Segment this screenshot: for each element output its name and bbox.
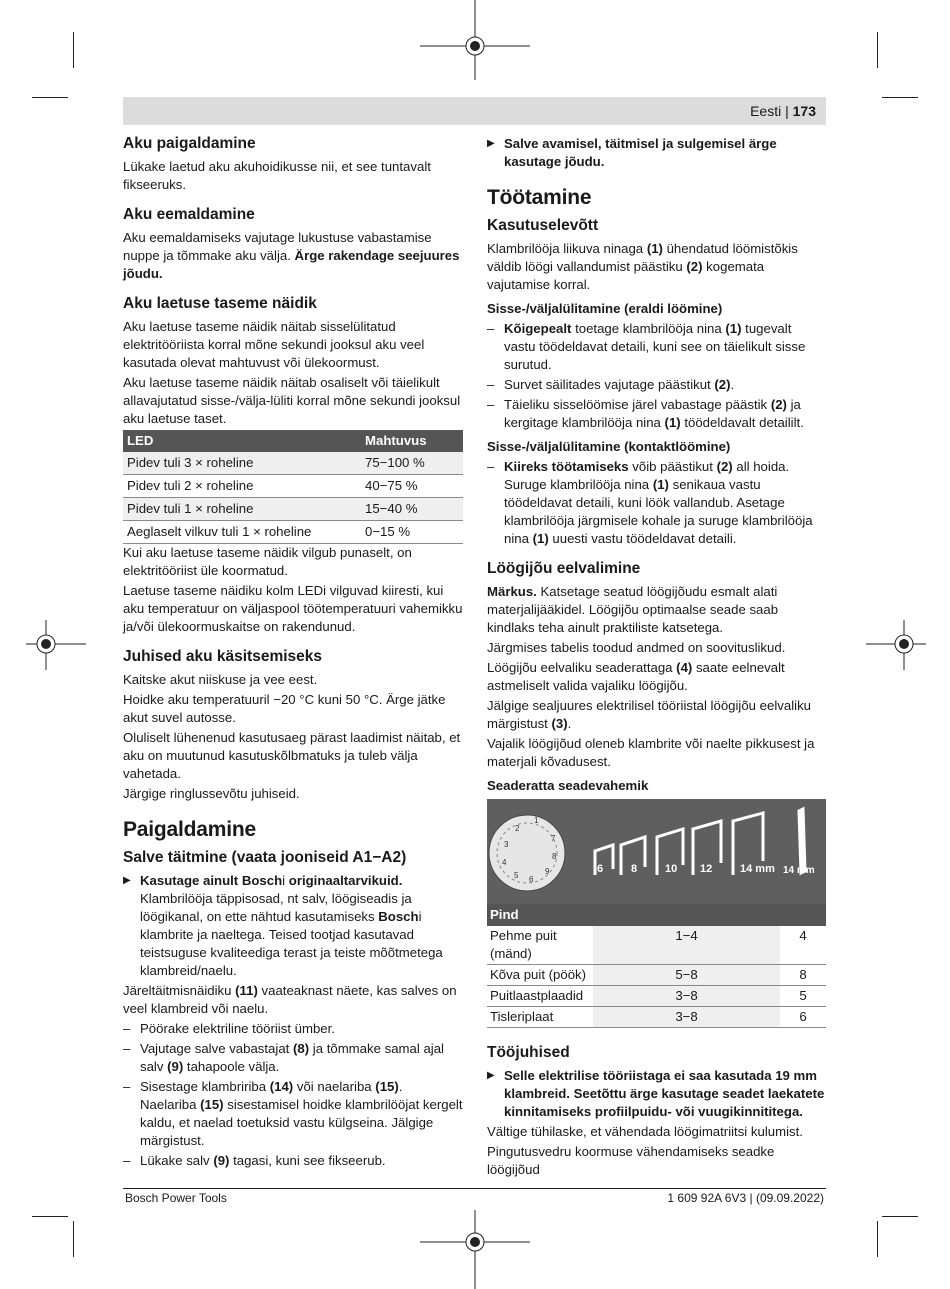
paragraph	[123, 982, 463, 1018]
dial-number: 8	[552, 852, 557, 861]
crop-mark	[32, 1216, 68, 1217]
dash-item: – Pöörake elektriline tööriist ümber.	[123, 1020, 463, 1038]
header-label: Eesti | 173	[750, 103, 816, 119]
registration-mark-right	[866, 620, 926, 670]
text: uuesti vastu töödeldavat detaili.	[548, 531, 737, 546]
table-cell: Aeglaselt vilkuv tuli 1 × roheline	[123, 521, 361, 544]
dial-number: 4	[502, 858, 507, 867]
paragraph: Aku laetuse taseme näidik näitab osaliselt või täielikult allavajutatud sisse-/välja-lüliti korral mõne sekundi jooksul aku laetuse taset.	[123, 375, 461, 426]
paragraph: Vältige tühilaske, et vähendada löögimatriitsi kulumist.	[487, 1124, 803, 1139]
text: kogemata vajutamise korral.	[487, 259, 765, 292]
table-cell: 5−8	[593, 965, 780, 986]
text-bold: (8)	[292, 1041, 310, 1056]
text: Lükake salv	[140, 1153, 214, 1168]
footer-right: 1 609 92A 6V3 | (09.09.2022)	[667, 1191, 824, 1205]
dial-figure	[487, 799, 826, 904]
text-bold: (15)	[200, 1097, 224, 1112]
crop-mark	[882, 97, 918, 98]
crop-mark	[73, 1221, 74, 1257]
text: i klambrite ja naeltega. Teised tootjad kasutavad teistsuguse kvaliteediga terast ja teiste mõõtmetega klambreid/naelu.	[140, 909, 443, 978]
text-bold: (1)	[652, 477, 669, 492]
text: Suruge klambrilööja nina	[504, 477, 653, 492]
text: tahapoole välja.	[183, 1059, 280, 1074]
text-bold: Salve avamisel, täitmisel ja sulgemisel ärge kasutage jõudu.	[504, 136, 777, 169]
paragraph	[123, 229, 463, 283]
dash-item	[123, 1078, 463, 1150]
registration-mark-top	[420, 0, 530, 80]
text: Klambrilööja täppisosad, nt salv, löögiseadis ja löögikanal, on ette nähtud kasutamiseks	[140, 891, 412, 924]
dash-item	[487, 396, 826, 432]
left-column	[123, 135, 463, 1172]
text: ja kergitage klambrilööja nina	[504, 397, 801, 430]
paragraph	[487, 659, 826, 695]
table-row	[123, 498, 463, 521]
staple-label: 14 mm	[740, 863, 775, 875]
text: senikaua vastu töödeldavat detaili, kuni löök vallandub. Asetage klambrilööja järgmisele kohale ja suruge klambrilööja nina	[504, 477, 813, 546]
heading-paigaldamine: Paigaldamine	[123, 818, 256, 841]
paragraph	[487, 240, 826, 294]
paragraph: Hoidke aku temperatuuril −20 °C kuni 50 °C. Ärge jätke akut suvel autosse.	[123, 692, 446, 725]
header-language: Eesti	[750, 103, 782, 119]
text: Katsetage seatud löögijõudu esmalt alati materjalijääkidel. Löögijõu optimaalse seade saab kindlaks teha ainult praktiliste katsetega.	[487, 584, 779, 635]
text: Sisestage klambririba	[140, 1079, 270, 1094]
footer-left: Bosch Power Tools	[125, 1191, 227, 1205]
table-cell: 40−75 %	[361, 475, 463, 498]
heading-loogijou-eelvalimine: Löögijõu eelvalimine	[487, 560, 641, 577]
table-cell: 6	[780, 1007, 826, 1028]
text-bold: (1)	[646, 241, 663, 256]
heading-salve-taitmine: Salve täitmine (vaata jooniseid A1−A2)	[123, 849, 407, 866]
heading-aku-eemaldamine: Aku eemaldamine	[123, 206, 255, 223]
paragraph: Aku laetuse taseme näidik näitab sisselülitatud elektritööriista korral mõne sekundi jooksul aku veel kasutada olevat mahtuvust või ülekoormust.	[123, 319, 425, 370]
text-bold: Kasutage ainult Bosch	[140, 873, 283, 888]
dial-number: 2	[515, 824, 520, 833]
text-bold: (9)	[167, 1059, 184, 1074]
text: vaateaknast näete, kas salves on veel klambreid või naelu.	[123, 983, 457, 1016]
text: Naelariba	[140, 1097, 201, 1112]
text: Survet säilitades vajutage päästikut	[504, 377, 715, 392]
right-column	[487, 135, 826, 1181]
heading-toojuhised: Tööjuhised	[487, 1044, 570, 1061]
text-bold: (11)	[235, 983, 258, 998]
text: ühendatud löömistõkis väldib löögi vallandumist päästiku	[487, 241, 798, 274]
table-cell: Pidev tuli 3 × roheline	[123, 452, 361, 475]
crop-mark	[877, 1221, 878, 1257]
text: Jälgige sealjuures elektrilisel tööriistal löögijõu eelvaliku märgistust	[487, 698, 811, 731]
paragraph: Kui aku laetuse taseme näidik vilgub punaselt, on elektritööriist üle koormatud.	[123, 545, 412, 578]
pind-table	[487, 904, 826, 1028]
footer-rule	[123, 1188, 826, 1189]
table-cell: Pidev tuli 2 × roheline	[123, 475, 361, 498]
table-header-mahtuvus: Mahtuvus	[361, 430, 463, 452]
text: sisestamisel hoidke klambrilööjat kergelt kaldu, et naelad toetuksid vastu külgseina. Jälgige märgistust.	[140, 1097, 463, 1148]
table-row	[487, 926, 826, 965]
text-bold: originaaltarvikuid.	[285, 873, 403, 888]
paragraph: Laetuse taseme näidiku kolm LEDi vilguvad kiiresti, kui aku temperatuur on väljaspool töötemperatuuri vahemikku ja/või ülekoormuskaitse on rakendunud.	[123, 583, 463, 634]
text-bold: (2)	[686, 259, 703, 274]
paragraph: Järgige ringlussevõtu juhiseid.	[123, 786, 300, 801]
paragraph: Kaitske akut niiskuse ja vee eest.	[123, 672, 318, 687]
table-row	[487, 965, 826, 986]
text-bold: Ärge rakendage seejuures jõudu.	[123, 248, 460, 281]
dash-item	[123, 1040, 463, 1076]
staple-label: 14 mm	[783, 865, 815, 876]
table-row	[487, 1007, 826, 1028]
table-cell: 8	[780, 965, 826, 986]
dial-number: 3	[504, 840, 509, 849]
text-bold: (14)	[269, 1079, 294, 1094]
dash-item	[487, 376, 826, 394]
page-header	[123, 97, 826, 125]
text-bold: Märkus.	[487, 584, 537, 599]
subheading: Sisse-/väljalülitamine (kontaktlöömine)	[487, 439, 731, 454]
text: saate eelnevalt astmeliselt valida vajaliku löögijõu.	[487, 660, 785, 693]
table-header-pind: Pind	[487, 904, 826, 926]
text-bold: (2)	[714, 377, 731, 392]
text-bold: Selle elektrilise tööriistaga ei saa kasutada 19 mm klambreid. Seetõttu ärge kasutage seadet laekatete kinnitamiseks profiilpuidu- või vuugikinnititega.	[504, 1068, 825, 1119]
nail-14	[799, 809, 805, 873]
table-row	[123, 475, 463, 498]
text: Klambrilööja liikuva ninaga	[487, 241, 647, 256]
paragraph: Vajalik löögijõud oleneb klambrite või naelte pikkusest ja materjali kõvadusest.	[487, 736, 815, 769]
paragraph	[487, 697, 826, 733]
text-bold: (4)	[676, 660, 693, 675]
bullet-item	[487, 1067, 826, 1121]
text-bold: (1)	[725, 321, 742, 336]
heading-kasutuselevott: Kasutuselevõtt	[487, 217, 599, 234]
dial-number: 5	[514, 871, 519, 880]
led-table	[123, 430, 463, 544]
paragraph: Järgmises tabelis toodud andmed on soovituslikud.	[487, 640, 786, 655]
table-cell: 0−15 %	[361, 521, 463, 544]
table-cell: 5	[780, 986, 826, 1007]
heading-juhised-aku: Juhised aku käsitsemiseks	[123, 648, 323, 665]
text-bold: (1)	[532, 531, 549, 546]
figure-title: Seaderatta seadevahemik	[487, 778, 649, 793]
text: Löögijõu eelvaliku seaderattaga	[487, 660, 677, 675]
text: Järeltäitmisnäidiku	[123, 983, 236, 998]
text: töödeldavalt detaililt.	[680, 415, 804, 430]
crop-mark	[877, 32, 878, 68]
heading-aku-paigaldamine: Aku paigaldamine	[123, 135, 256, 152]
staple-label: 8	[631, 863, 638, 875]
table-header-led: LED	[123, 430, 361, 452]
text: võib päästikut	[628, 459, 717, 474]
heading-tootamine: Töötamine	[487, 186, 592, 209]
text-bold: (3)	[551, 716, 568, 731]
text: .	[398, 1079, 403, 1094]
text-bold: Kõigepealt	[504, 321, 572, 336]
subheading: Sisse-/väljalülitamine (eraldi löömine)	[487, 301, 723, 316]
text-bold: Kiireks töötamiseks	[504, 459, 629, 474]
text-bold: Bosch	[378, 909, 419, 924]
text: ja tõmmake samal ajal salv	[140, 1041, 444, 1074]
dash-item	[123, 1152, 463, 1170]
crop-mark	[73, 32, 74, 68]
dash-item	[487, 320, 826, 374]
text: i	[282, 873, 286, 888]
text-bold: (2)	[716, 459, 733, 474]
table-row	[487, 986, 826, 1007]
table-cell: Tisleriplaat	[487, 1007, 593, 1028]
dial-number: 6	[529, 875, 534, 884]
text-bold: (15)	[375, 1079, 399, 1094]
crop-mark	[32, 97, 68, 98]
text: .	[730, 377, 735, 392]
paragraph: Lükake laetud aku akuhoidikusse nii, et see tuntavalt fikseeruks.	[123, 159, 431, 192]
text: tagasi, kuni see fikseerub.	[229, 1153, 386, 1168]
text: tugevalt vastu töödeldavat detaili, kuni see on täielikult sisse surutud.	[504, 321, 806, 372]
dial-number: 9	[545, 867, 550, 876]
paragraph: Oluliselt lühenenud kasutusaeg pärast laadimist näitab, et aku on muutunud kasutuskõlbmatuks ja tuleb välja vahetada.	[123, 730, 461, 781]
table-cell: 4	[780, 926, 826, 965]
text: toetage klambrilööja nina	[571, 321, 726, 336]
staple-label: 10	[665, 863, 678, 875]
text: või naelariba	[293, 1079, 376, 1094]
table-cell: Puitlaastplaadid	[487, 986, 593, 1007]
staple-label: 12	[700, 863, 713, 875]
staple-label: 6	[597, 863, 604, 875]
table-cell: 3−8	[593, 986, 780, 1007]
dial-number: 7	[551, 834, 556, 843]
text: Aku eemaldamiseks vajutage lukustuse vabastamise nuppe ja tõmmake aku välja.	[123, 230, 432, 263]
heading-aku-laetuse-naidik: Aku laetuse taseme näidik	[123, 295, 317, 312]
dial-number: 1	[534, 816, 539, 825]
staple-labels	[597, 863, 815, 876]
text: Vajutage salve vabastajat	[140, 1041, 293, 1056]
table-row	[123, 452, 463, 475]
bullet-item	[487, 135, 826, 171]
text: Täieliku sisselöömise järel vabastage päästik	[504, 397, 771, 412]
table-cell: Kõva puit (pöök)	[487, 965, 593, 986]
bullet-item	[123, 872, 463, 980]
paragraph: Pingutusvedru koormuse vähendamiseks seadke löögijõud	[487, 1144, 775, 1177]
text-bold: (9)	[213, 1153, 230, 1168]
text-bold: (1)	[664, 415, 681, 430]
table-cell: Pehme puit (mänd)	[487, 926, 593, 965]
registration-mark-left	[26, 620, 86, 670]
text: .	[567, 716, 572, 731]
crop-mark	[882, 1216, 918, 1217]
dial-and-staples-illustration	[487, 799, 826, 904]
page-number: 173	[792, 103, 816, 119]
table-cell: Pidev tuli 1 × roheline	[123, 498, 361, 521]
paragraph	[487, 583, 826, 637]
table-cell: 75−100 %	[361, 452, 463, 475]
table-cell: 15−40 %	[361, 498, 463, 521]
text-bold: (2)	[770, 397, 787, 412]
text: all hoida.	[732, 459, 790, 474]
registration-mark-bottom	[420, 1210, 530, 1289]
table-cell: 3−8	[593, 1007, 780, 1028]
table-row	[123, 521, 463, 544]
table-cell: 1−4	[593, 926, 780, 965]
dash-item	[487, 458, 826, 548]
